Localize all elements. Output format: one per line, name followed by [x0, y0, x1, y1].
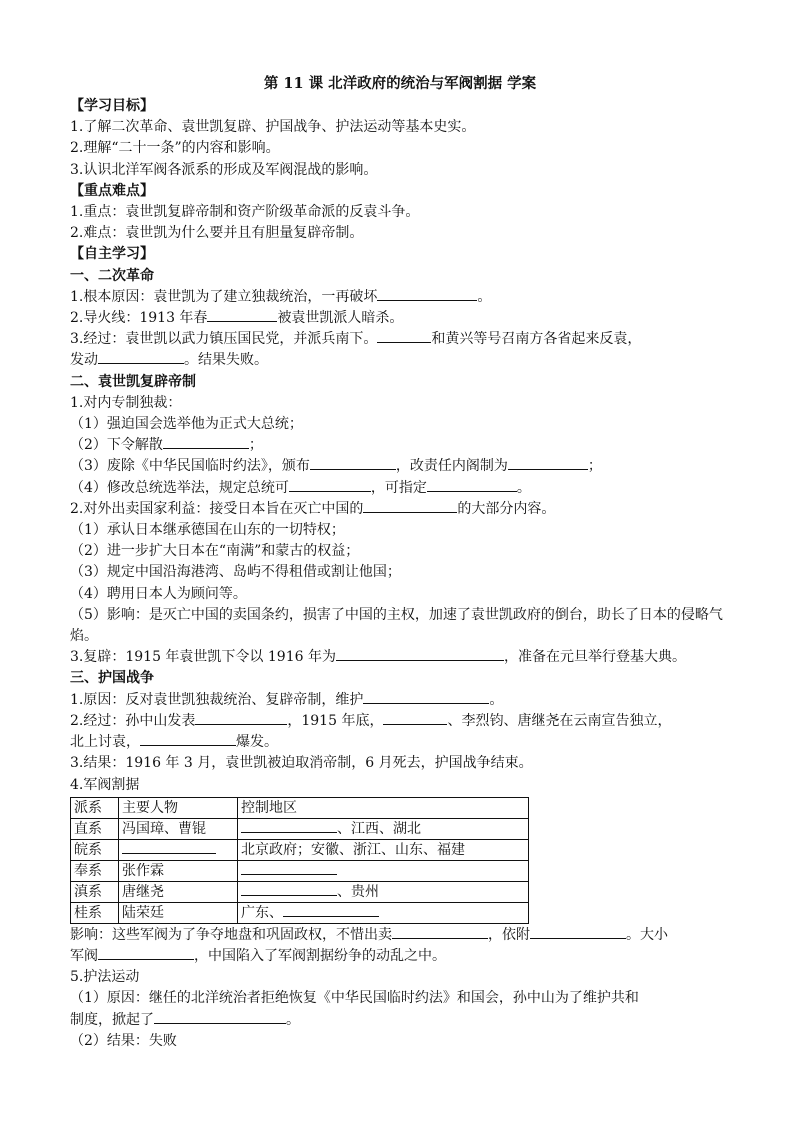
table-row — [71, 902, 529, 923]
cell-text: 、贵州 — [337, 883, 379, 900]
fill-blank[interactable] — [363, 499, 457, 513]
question-text: 的大部分内容。 — [457, 500, 556, 517]
fill-blank[interactable] — [336, 647, 504, 661]
table-row — [71, 839, 529, 860]
question-text: 。 — [489, 691, 504, 708]
table-row — [71, 860, 529, 881]
question-text: 。 — [286, 1011, 300, 1028]
fill-blank[interactable] — [207, 308, 277, 322]
table-cell: 唐继尧 — [119, 881, 238, 902]
sub-heading: 1.对内专制独裁： — [70, 394, 182, 411]
fill-blank[interactable] — [163, 435, 249, 449]
table-header-row — [71, 797, 529, 818]
fill-blank[interactable] — [310, 456, 396, 470]
fill-blank[interactable] — [154, 1010, 286, 1024]
section-heading-national-protection-war: 三、护国战争 — [70, 670, 154, 687]
self-study-heading: 【自主学习】 — [70, 246, 154, 263]
fill-blank[interactable] — [289, 478, 371, 492]
question-line — [70, 732, 730, 753]
table-cell — [238, 902, 529, 923]
question-text: ，依附 — [488, 926, 530, 943]
table-cell: 奉系 — [71, 860, 119, 881]
table-cell: 桂系 — [71, 902, 119, 923]
question-text: 2.对外出卖国家利益：接受日本旨在灭亡中国的 — [70, 500, 364, 517]
keys-heading: 【重点难点】 — [70, 182, 154, 199]
table-cell: 皖系 — [71, 839, 119, 860]
fill-blank[interactable] — [363, 690, 489, 704]
question-text: 、李烈钧、唐继尧在云南宣告独立， — [447, 712, 672, 729]
table-cell: 直系 — [71, 818, 119, 839]
table-cell — [119, 839, 238, 860]
fill-blank[interactable] — [241, 861, 337, 875]
list-item: （3）规定中国沿海港湾、岛屿不得租借或割让他国； — [70, 564, 401, 581]
table-row — [71, 818, 529, 839]
goal-item: 3.认识北洋军阀各派系的形成及军阀混战的影响。 — [70, 161, 378, 178]
table-header-cell: 主要人物 — [119, 797, 238, 818]
section-heading-second-revolution: 一、二次革命 — [70, 267, 154, 284]
sub-heading: 4.军阀割据 — [70, 776, 140, 793]
question-line — [70, 925, 730, 946]
fill-blank[interactable] — [98, 946, 194, 960]
list-item: （1）承认日本继承德国在山东的一切特权； — [70, 522, 345, 539]
question-text: 3.经过：袁世凯以武力镇压国民党，并派兵南下。 — [70, 331, 378, 348]
question-text: 北上讨袁， — [70, 734, 140, 751]
question-text: 1.原因：反对袁世凯独裁统治、复辟帝制，维护 — [70, 691, 364, 708]
question-line — [70, 287, 730, 308]
question-line — [70, 435, 730, 456]
question-text: 制度，掀起了 — [70, 1011, 154, 1028]
question-text: 爆发。 — [236, 734, 278, 751]
question-text: ，准备在元旦举行登基大典。 — [503, 649, 686, 666]
fill-blank[interactable] — [241, 819, 337, 833]
question-line — [70, 1010, 730, 1031]
table-cell — [238, 818, 529, 839]
question-text: 3.复辟：1915 年袁世凯下令以 1916 年为 — [70, 649, 336, 666]
question-line — [70, 478, 730, 499]
question-text: （4）修改总统选举法，规定总统可 — [70, 479, 289, 496]
worksheet-page — [70, 72, 730, 1052]
list-item: （2）结果：失败 — [70, 1032, 177, 1049]
list-item: （5）影响：是灭亡中国的卖国条约，损害了中国的主权，加速了袁世凯政府的倒台，助长了日本的侵略气焰。 — [70, 606, 723, 645]
question-line — [70, 350, 730, 371]
question-line — [70, 690, 730, 711]
goals-heading: 【学习目标】 — [70, 98, 154, 114]
warlord-table — [70, 797, 529, 924]
list-item: （1）原因：继任的北洋统治者拒绝恢复《中华民国临时约法》和国会，孙中山为了维护共和 — [70, 990, 639, 1007]
page-title: 第 11 课 北洋政府的统治与军阀割据 学案 — [263, 75, 537, 92]
section-heading-restoration: 二、袁世凯复辟帝制 — [70, 373, 196, 390]
fill-blank[interactable] — [195, 711, 287, 725]
question-text: 。大小 — [626, 926, 668, 943]
question-line — [70, 308, 730, 329]
table-cell: 滇系 — [71, 881, 119, 902]
question-text: 。 — [477, 288, 492, 305]
question-line — [70, 499, 730, 520]
fill-blank[interactable] — [98, 350, 184, 364]
key-item: 1.重点：袁世凯复辟帝制和资产阶级革命派的反袁斗争。 — [70, 204, 420, 221]
question-text: ，改责任内阁制为 — [395, 458, 508, 475]
table-cell: 张作霖 — [119, 860, 238, 881]
fill-blank[interactable] — [377, 287, 477, 301]
question-text: 2.导火线：1913 年春 — [70, 310, 208, 327]
fill-blank[interactable] — [392, 925, 488, 939]
question-line — [70, 946, 730, 967]
goal-item: 1.了解二次革命、袁世凯复辟、护国战争、护法运动等基本史实。 — [70, 119, 476, 136]
question-text: 被袁世凯派人暗杀。 — [277, 310, 404, 327]
question-line — [70, 711, 730, 732]
fill-blank[interactable] — [530, 925, 626, 939]
table-cell — [238, 881, 529, 902]
question-line — [70, 329, 730, 350]
question-text: 发动 — [70, 352, 98, 369]
question-text: ，1915 年底， — [287, 712, 384, 729]
question-text: （2）下令解散 — [70, 437, 163, 454]
key-item: 2.难点：袁世凯为什么要并且有胆量复辟帝制。 — [70, 225, 364, 242]
question-text: 2.经过：孙中山发表 — [70, 712, 196, 729]
question-text: ，中国陷入了军阀割据纷争的动乱之中。 — [194, 947, 446, 964]
fill-blank[interactable] — [383, 711, 447, 725]
list-item: （1）强迫国会选举他为正式大总统； — [70, 416, 303, 433]
fill-blank[interactable] — [140, 732, 236, 746]
question-line — [70, 647, 730, 668]
question-text: ； — [248, 437, 263, 454]
goal-item: 2.理解“二十一条”的内容和影响。 — [70, 140, 280, 157]
table-row — [71, 881, 529, 902]
sub-heading: 5.护法运动 — [70, 969, 140, 986]
question-text: 。结果失败。 — [184, 352, 268, 369]
table-cell — [238, 860, 529, 881]
table-cell: 北京政府；安徽、浙江、山东、福建 — [238, 839, 529, 860]
fill-blank[interactable] — [283, 903, 379, 917]
fill-blank[interactable] — [508, 456, 588, 470]
result-line: 3.结果：1916 年 3 月，袁世凯被迫取消帝制，6 月死去，护国战争结束。 — [70, 755, 533, 772]
list-item: （2）进一步扩大日本在“南满”和蒙古的权益； — [70, 543, 360, 560]
question-text: 影响：这些军阀为了争夺地盘和巩固政权，不惜出卖 — [70, 926, 392, 943]
list-item: （4）聘用日本人为顾问等。 — [70, 585, 247, 602]
question-text: ； — [587, 458, 602, 475]
question-text: 。 — [516, 479, 531, 496]
fill-blank[interactable] — [427, 478, 517, 492]
table-header-cell: 控制地区 — [238, 797, 529, 818]
question-text: ，可指定 — [370, 479, 427, 496]
cell-text: 、江西、湖北 — [337, 820, 421, 837]
question-text: 1.根本原因：袁世凯为了建立独裁统治，一再破坏 — [70, 288, 378, 305]
fill-blank[interactable] — [122, 840, 216, 854]
fill-blank[interactable] — [241, 882, 337, 896]
fill-blank[interactable] — [377, 329, 431, 343]
table-cell: 冯国璋、曹锟 — [119, 818, 238, 839]
cell-text: 广东、 — [241, 904, 283, 921]
question-text: 和黄兴等号召南方各省起来反袁， — [431, 331, 642, 348]
question-line — [70, 456, 730, 477]
table-header-cell: 派系 — [71, 797, 119, 818]
table-cell: 陆荣廷 — [119, 902, 238, 923]
question-text: （3）废除《中华民国临时约法》，颁布 — [70, 458, 310, 475]
question-text: 军阀 — [70, 947, 98, 964]
